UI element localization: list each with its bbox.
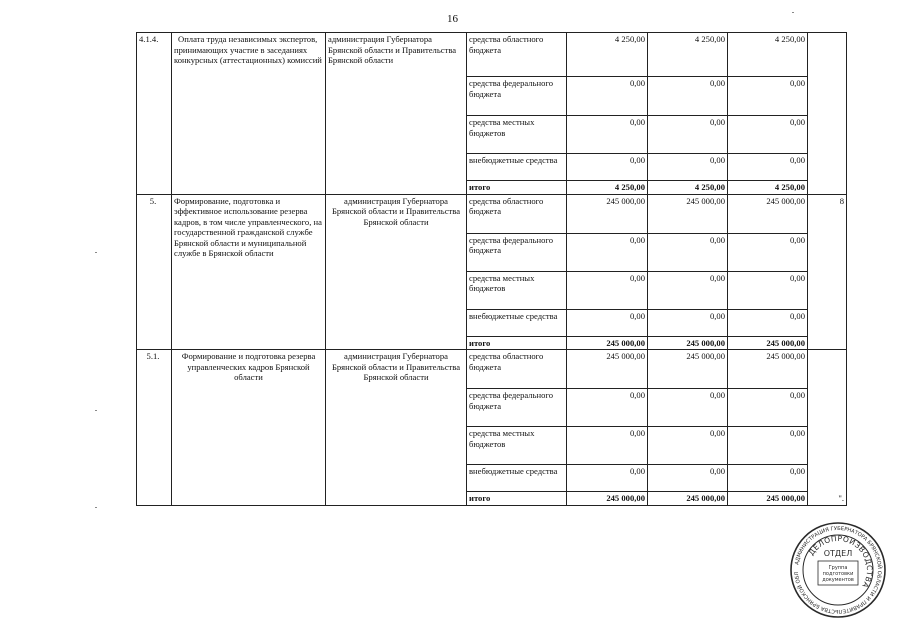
amount-year-3: 245 000,00 [728,350,808,389]
amount-year-1: 0,00 [567,233,648,271]
amount-year-3: 0,00 [728,77,808,116]
row-number: 4.1.4. [137,33,172,195]
amount-year-2: 245 000,00 [648,336,728,350]
amount-year-1: 245 000,00 [567,350,648,389]
amount-year-3: 0,00 [728,465,808,492]
amount-year-1: 0,00 [567,116,648,154]
amount-year-3: 0,00 [728,116,808,154]
amount-year-2: 4 250,00 [648,181,728,195]
scan-speck [792,12,794,13]
extra-cell: 8 [808,194,847,350]
stamp-center-line-3: документов [822,577,854,583]
amount-year-3: 4 250,00 [728,33,808,77]
amount-year-3: 0,00 [728,427,808,465]
amount-year-3: 4 250,00 [728,181,808,195]
extra-cell [808,33,847,195]
official-stamp [788,520,888,620]
amount-year-3: 245 000,00 [728,336,808,350]
funding-source: внебюджетные средства [467,465,567,492]
stamp-ring-text: АДМИНИСТРАЦИЯ ГУБЕРНАТОРА БРЯНСКОЙ ОБЛАСТИ И ПРАВИТЕЛЬСТВА БРЯНСКОЙ ОБЛ [793,525,883,615]
funding-source: средства областного бюджета [467,350,567,389]
funding-source: средства местных бюджетов [467,271,567,309]
stamp-center-line-1: Группа [828,565,848,571]
funding-source: внебюджетные средства [467,154,567,181]
budget-table [136,32,847,506]
amount-year-2: 4 250,00 [648,33,728,77]
amount-year-1: 0,00 [567,309,648,336]
funding-source: средства областного бюджета [467,33,567,77]
amount-year-1: 0,00 [567,154,648,181]
funding-source: средства областного бюджета [467,194,567,233]
amount-year-2: 0,00 [648,427,728,465]
amount-year-2: 0,00 [648,389,728,427]
activity-name: Формирование и подготовка резерва управленческих кадров Брянской области [172,350,326,506]
funding-source-total: итого [467,181,567,195]
amount-year-2: 0,00 [648,465,728,492]
funding-source: внебюджетные средства [467,309,567,336]
amount-year-1: 245 000,00 [567,194,648,233]
activity-name: Формирование, подготовка и эффективное использование резерва кадров, в том числе управленческого, на государственной гражданской службе Брянской области и муниципальной службе в Брянской области [172,194,326,350]
funding-source-total: итого [467,492,567,506]
amount-year-1: 0,00 [567,389,648,427]
amount-year-2: 0,00 [648,77,728,116]
table-row [137,194,847,233]
amount-year-1: 245 000,00 [567,492,648,506]
amount-year-3: 245 000,00 [728,492,808,506]
executor-name: администрация Губернатора Брянской области и Правительства Брянской области [326,350,467,506]
table-row [137,350,847,389]
funding-source: средства федерального бюджета [467,389,567,427]
executor-name: администрация Губернатора Брянской области и Правительства Брянской области [326,194,467,350]
stamp-title: ОТДЕЛ [823,549,853,558]
amount-year-2: 0,00 [648,271,728,309]
scan-speck [95,252,97,253]
amount-year-1: 4 250,00 [567,33,648,77]
executor-name: администрация Губернатора Брянской области и Правительства Брянской области [326,33,467,195]
amount-year-1: 0,00 [567,77,648,116]
activity-name: Оплата труда независимых экспертов, принимающих участие в заседаниях конкурсных (аттестационных) комиссий [172,33,326,195]
amount-year-2: 0,00 [648,154,728,181]
stamp-center-line-2: подготовки [822,571,854,577]
amount-year-1: 245 000,00 [567,336,648,350]
amount-year-3: 0,00 [728,389,808,427]
table-row [137,33,847,77]
amount-year-1: 0,00 [567,427,648,465]
amount-year-1: 4 250,00 [567,181,648,195]
amount-year-2: 0,00 [648,116,728,154]
amount-year-1: 0,00 [567,271,648,309]
funding-source: средства местных бюджетов [467,427,567,465]
amount-year-2: 0,00 [648,309,728,336]
row-number: 5. [137,194,172,350]
page-number: 16 [447,13,458,25]
amount-year-3: 0,00 [728,233,808,271]
amount-year-2: 245 000,00 [648,194,728,233]
scan-speck [95,507,97,508]
amount-year-3: 0,00 [728,309,808,336]
amount-year-3: 245 000,00 [728,194,808,233]
scan-speck [95,410,97,411]
amount-year-2: 245 000,00 [648,350,728,389]
funding-source-total: итого [467,336,567,350]
amount-year-3: 0,00 [728,154,808,181]
amount-year-1: 0,00 [567,465,648,492]
funding-source: средства федерального бюджета [467,77,567,116]
amount-year-3: 0,00 [728,271,808,309]
stamp-inner-arc-text: ДЕЛОПРОИЗВОДСТВА [806,533,875,590]
amount-year-2: 0,00 [648,233,728,271]
extra-cell: ". [808,350,847,506]
funding-source: средства местных бюджетов [467,116,567,154]
amount-year-2: 245 000,00 [648,492,728,506]
row-number: 5.1. [137,350,172,506]
funding-source: средства федерального бюджета [467,233,567,271]
